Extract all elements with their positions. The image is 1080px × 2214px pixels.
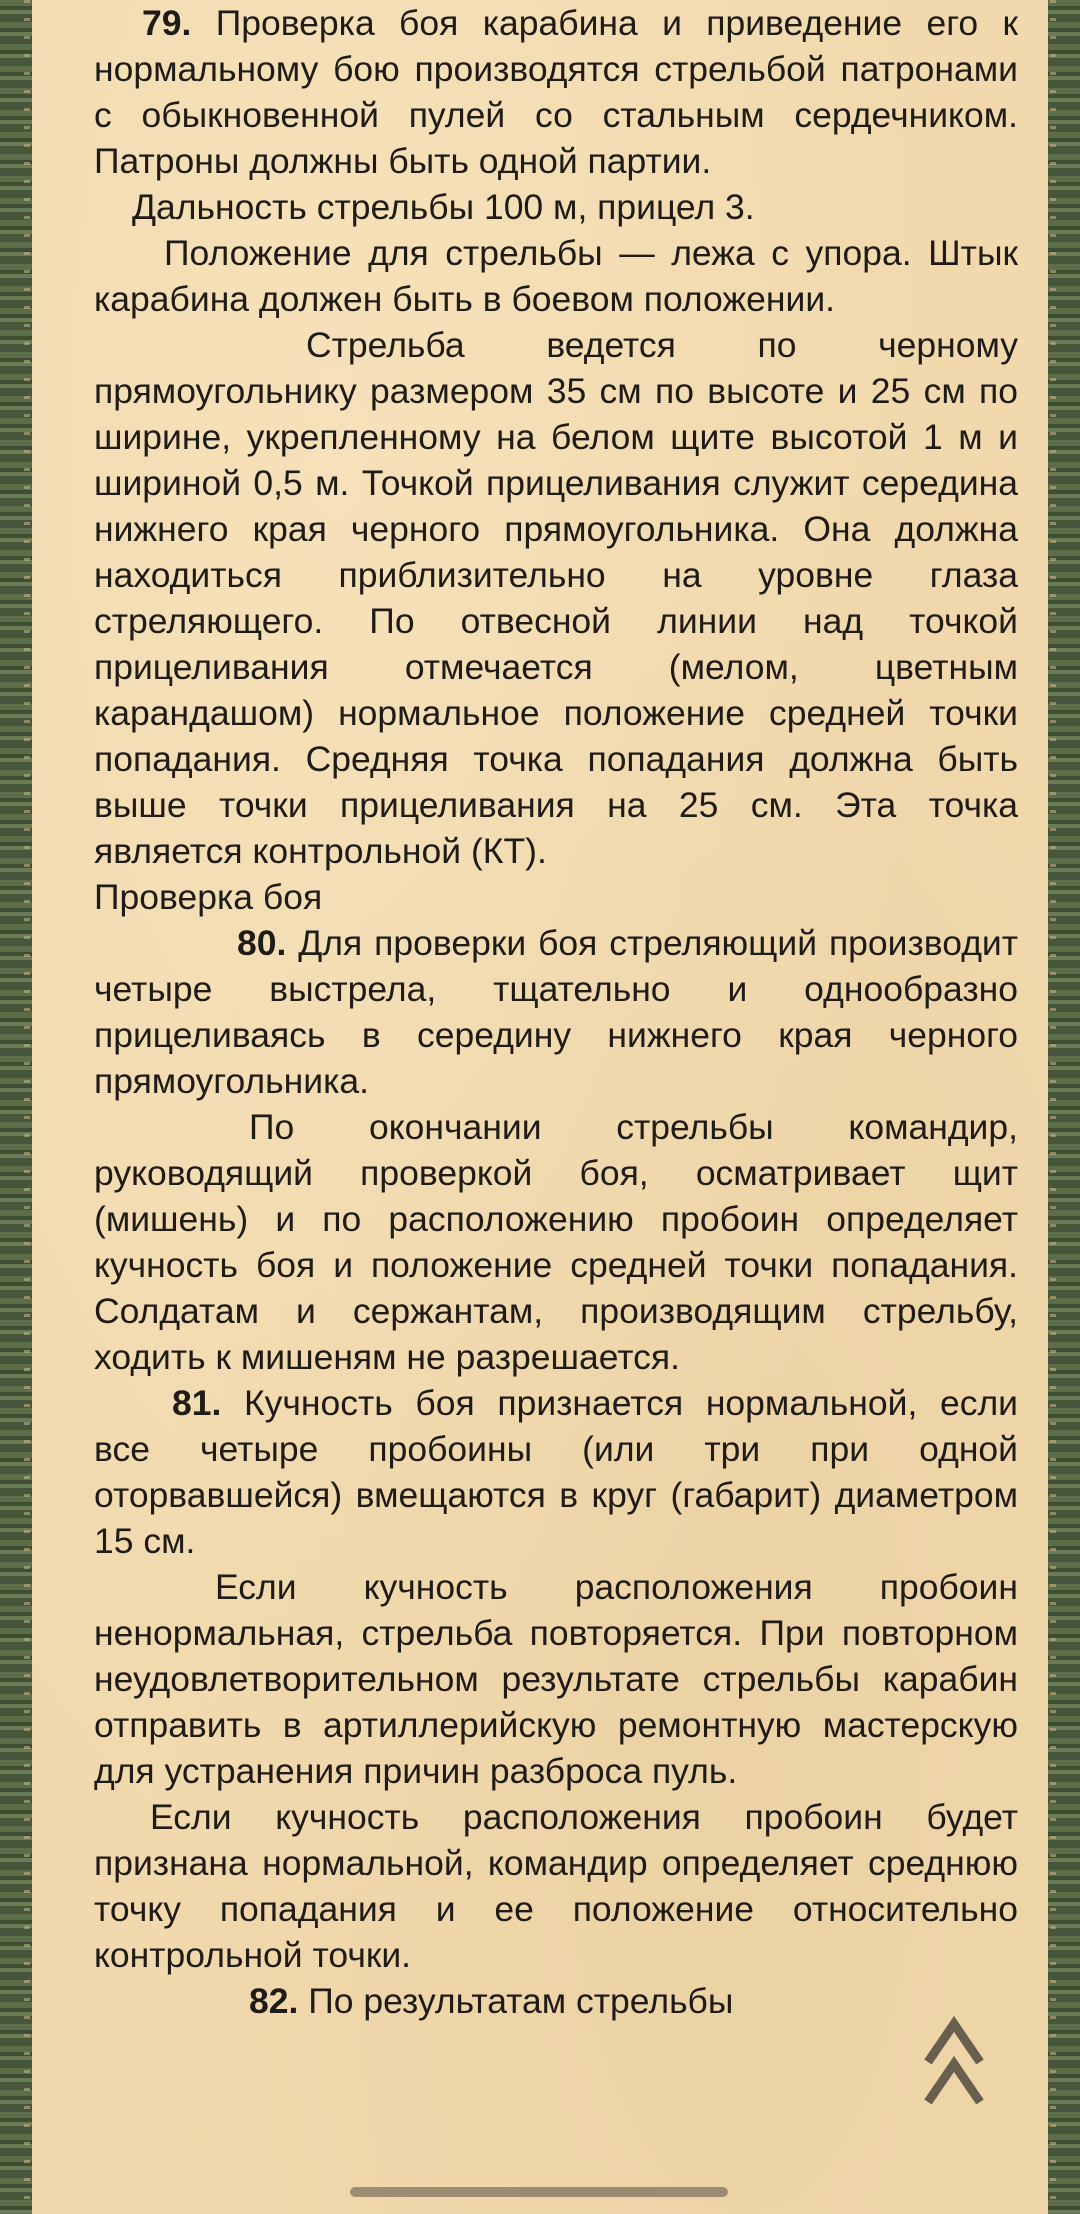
paragraph-target: Стрельба ведется по черному прямоугольнику размером 35 см по высоте и 25 см по ширине, укрепленному на белом щите высотой 1 м и шириной 0,5 м. Точкой прицеливания служит середина нижнего края черного прямоугольника. Она должна находиться приблизительно на уровне глаза стреляющего. По отвесной линии над точкой прицеливания отмечается (мелом, цветным карандашом) нормальное положение средней точки попадания. Средняя точка попадания должна быть выше точки прицеливания на 25 см. Эта точка является контрольной (КТ). (94, 325, 1018, 871)
paragraph-79: 79. Проверка боя карабина и приведение его к нормальному бою производятся стрельбой патронами с обыкновенной пулей со стальным сердечником. Патроны должны быть одной партии. (94, 3, 1018, 181)
paragraph-number: 82. (249, 1981, 299, 2021)
page-frame-left (0, 0, 32, 2214)
paragraph-normal: Если кучность расположения пробоин будет признана нормальной, командир определяет среднюю точку попадания и ее положение относительно контрольной точки. (94, 1797, 1018, 1975)
page-frame-right (1048, 0, 1080, 2214)
paragraph-number: 80. (237, 923, 287, 963)
horizontal-scrollbar[interactable] (350, 2187, 728, 2197)
section-heading: Проверка боя (94, 877, 323, 917)
paragraph-81: 81. Кучность боя признается нормальной, если все четыре пробоины (или три при одной оторвавшейся) вмещаются в круг (габарит) диаметром 15 см. (94, 1383, 1018, 1561)
paragraph-80: 80. Для проверки боя стреляющий производит четыре выстрела, тщательно и однообразно прицеливаясь в середину нижнего края черного прямоугольника. (94, 923, 1018, 1101)
paragraph-range: Дальность стрельбы 100 м, прицел 3. (132, 187, 755, 227)
double-chevron-up-icon (922, 2010, 986, 2110)
paragraph-number: 79. (142, 3, 192, 43)
reader-page[interactable] (32, 0, 1048, 2214)
paragraph-number: 81. (172, 1383, 222, 1423)
document-text (94, 0, 1018, 2021)
scroll-to-top-button[interactable] (922, 2010, 986, 2110)
paragraph-abnormal: Если кучность расположения пробоин ненормальная, стрельба повторяется. При повторном неудовлетворительном результате стрельбы карабин отправить в артиллерийскую ремонтную мастерскую для устранения причин разброса пуль. (94, 1567, 1018, 1791)
paragraph-inspection: По окончании стрельбы командир, руководящий проверкой боя, осматривает щит (мишень) и по расположению пробоин определяет кучность боя и положение средней точки попадания. Солдатам и сержантам, производящим стрельбу, ходить к мишеням не разрешается. (94, 1107, 1018, 1377)
paragraph-position: Положение для стрельбы — лежа с упора. Штык карабина должен быть в боевом положении. (94, 233, 1018, 319)
paragraph-82: 82. По результатам стрельбы (249, 1981, 734, 2021)
